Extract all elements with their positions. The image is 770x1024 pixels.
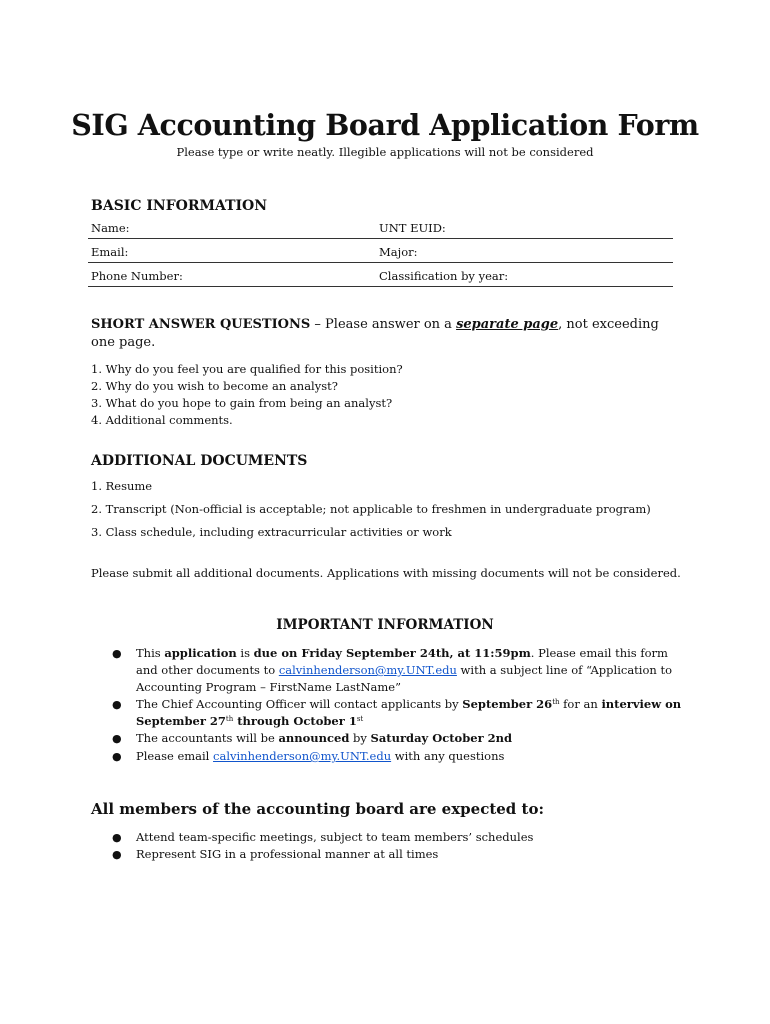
documents-note: Please submit all additional documents. Applications with missing documents will not be considered. <box>91 566 681 580</box>
question-item: 3. What do you hope to gain from being an analyst? <box>91 396 393 410</box>
basic-info-heading: BASIC INFORMATION <box>91 198 268 214</box>
bullet-icon: ● <box>112 698 122 711</box>
classification-label: Classification by year: <box>379 269 509 283</box>
bullet-icon: ● <box>112 732 122 745</box>
bullet-icon: ● <box>112 831 122 844</box>
phone-label: Phone Number: <box>91 269 183 283</box>
question-item: 1. Why do you feel you are qualified for this position? <box>91 362 403 376</box>
name-label: Name: <box>91 221 130 235</box>
form-title: SIG Accounting Board Application Form <box>71 108 699 142</box>
document-item: 3. Class schedule, including extracurricular activities or work <box>91 525 452 539</box>
additional-docs-heading: ADDITIONAL DOCUMENTS <box>91 453 308 469</box>
questions-list <box>91 361 403 429</box>
email-link[interactable]: calvinhenderson@my.UNT.edu <box>278 663 457 677</box>
email-link[interactable]: calvinhenderson@my.UNT.edu <box>213 749 392 763</box>
bullet-icon: ● <box>112 848 122 861</box>
short-answer-intro-b: , not exceeding one page. <box>91 317 659 350</box>
euid-label: UNT EUID: <box>379 221 446 235</box>
members-heading: All members of the accounting board are expected to: <box>91 800 544 818</box>
form-subtitle: Please type or write neatly. Illegible applications will not be considered <box>176 145 594 159</box>
separate-page-emphasis: separate page <box>456 317 559 332</box>
document-item: 1. Resume <box>91 479 153 493</box>
major-label: Major: <box>379 245 418 259</box>
bullet-icon: ● <box>112 647 122 660</box>
bullet-icon: ● <box>112 750 122 763</box>
important-info-heading: IMPORTANT INFORMATION <box>276 617 494 633</box>
document-item: 2. Transcript (Non-official is acceptable; not applicable to freshmen in undergraduate program) <box>91 502 651 516</box>
short-answer-heading: SHORT ANSWER QUESTIONS <box>91 317 311 332</box>
basic-info-row[interactable] <box>88 216 673 239</box>
question-item: 2. Why do you wish to become an analyst? <box>91 379 338 393</box>
question-item: 4. Additional comments. <box>91 413 233 427</box>
basic-info-row[interactable] <box>88 264 673 287</box>
document-page: SIG Accounting Board Application Form Please type or write neatly. Illegible applications will not be considered BASIC INFORMATION Name: UNT EUID: Email: Major: Phone Number: Classification by year: SHORT ANSWER QUESTIONS – Please answer on a separate page, not exceeding one page. 1. Why do you feel you are qualified for this position? 2. Why do you wish to become an analyst? 3. What do you hope to gain from being an analyst? 4. Additional comments. ADDITIONAL DOCUMENTS 1. Resume 2. Transcript (Non-official is acceptable; not applicable to freshmen in undergraduate program) 3. Class schedule, including extracurricular activities or work Please submit all additional documents. Applications with missing documents will not be considered. IMPORTANT INFORMATION ● This application is due on Friday September 24th, at 11:59pm. Please email this form and other documents to calvinhenderson@my.UNT.edu with a subject line of “Application to Accounting Program – FirstName LastName” ● The Chief Accounting Officer will contact applicants by September 26th for an interview on September 27th through October 1st ● The accountants will be announced by Saturday October 2nd ● Please email calvinhenderson@my.UNT.edu with any questions All members of the accounting board are expected to: ● Attend team-specific meetings, subject to team members’ schedules ● Represent SIG in a professional manner at all times <box>0 0 770 1024</box>
short-answer-intro-a: – Please answer on a <box>310 317 457 332</box>
short-answer-intro <box>91 316 681 352</box>
email-label: Email: <box>91 245 129 259</box>
basic-info-row[interactable] <box>88 240 673 263</box>
